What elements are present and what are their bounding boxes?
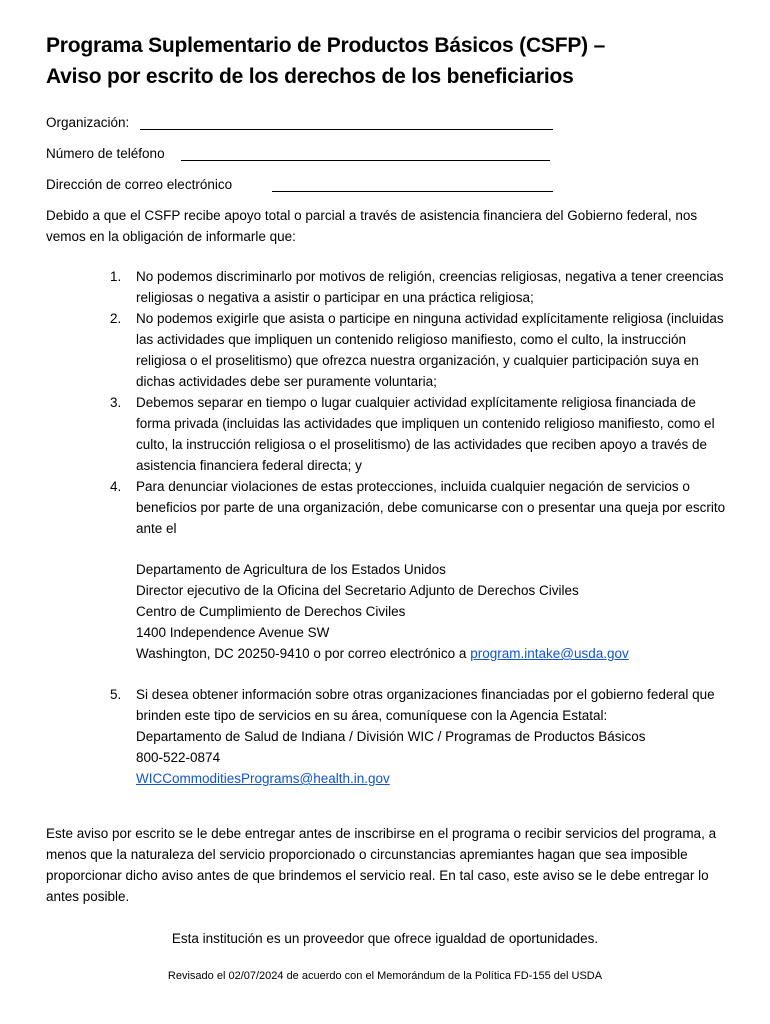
list-text: Debemos separar en tiempo o lugar cualquier actividad explícitamente religiosa financiada de forma privada (incluidas las actividades que impliquen un contenido religioso manifiesto, como el culto, la instrucción religiosa o el proselitismo) de las actividades que reciben apoyo a través de asistencia financiera federal directa; y — [136, 395, 715, 473]
list-item — [110, 476, 730, 664]
list-item — [110, 266, 730, 308]
list-number: 1. — [110, 269, 122, 284]
organization-label: Organización: — [46, 115, 130, 130]
address-line: Director ejecutivo de la Oficina del Secretario Adjunto de Derechos Civiles — [136, 583, 579, 598]
list-item — [110, 308, 730, 392]
email-label: Dirección de correo electrónico — [46, 177, 233, 192]
address-line-prefix: Washington, DC 20250-9410 o por correo electrónico a — [136, 646, 467, 661]
title-line-1: Programa Suplementario de Productos Básicos (CSFP) – — [46, 34, 606, 57]
phone-blank-line[interactable] — [181, 160, 550, 161]
list-text: Si desea obtener información sobre otras organizaciones financiadas por el gobierno federal que brinden este tipo de servicios en su área, comuníquese con la Agencia Estatal: — [136, 687, 715, 723]
list-number: 4. — [110, 479, 122, 494]
usda-address — [136, 559, 730, 664]
list-number: 3. — [110, 395, 122, 410]
state-agency-email-link[interactable]: WICCommoditiesPrograms@health.in.gov — [136, 771, 390, 786]
title-line-2: Aviso por escrito de los derechos de los beneficiarios — [46, 65, 574, 88]
organization-blank-line[interactable] — [140, 129, 553, 130]
address-line — [136, 643, 730, 664]
email-blank-line[interactable] — [272, 191, 553, 192]
address-line: 1400 Independence Avenue SW — [136, 625, 330, 640]
address-line: Centro de Cumplimiento de Derechos Civiles — [136, 604, 406, 619]
list-text: No podemos discriminarlo por motivos de religión, creencias religiosas, negativa a tener creencias religiosas o negativa a asistir o participar en una práctica religiosa; — [136, 269, 724, 305]
state-agency-name: Departamento de Salud de Indiana / División WIC / Programas de Productos Básicos — [136, 729, 646, 744]
equal-opportunity-statement: Esta institución es un proveedor que ofrece igualdad de oportunidades. — [171, 931, 599, 946]
address-line: Departamento de Agricultura de los Estados Unidos — [136, 562, 446, 577]
email-field — [46, 176, 232, 194]
list-text: Para denunciar violaciones de estas protecciones, incluida cualquier negación de servicios o beneficios por parte de una organización, debe comunicarse con o presentar una queja por escrito ante el — [136, 479, 726, 536]
list-item — [110, 684, 730, 789]
closing-paragraph: Este aviso por escrito se le debe entregar antes de inscribirse en el programa o recibir servicios del programa, a menos que la naturaleza del servicio proporcionado o circunstancias apremiantes hagan que sea imposible proporcionar dicho aviso antes de que brindemos el servicio real. En tal caso, este aviso se le debe entregar lo antes posible. — [46, 826, 717, 904]
revision-footer: Revisado el 02/07/2024 de acuerdo con el Memorándum de la Política FD-155 del USDA — [167, 970, 603, 982]
phone-field — [46, 145, 165, 163]
intro-paragraph: Debido a que el CSFP recibe apoyo total o parcial a través de asistencia financiera del Gobierno federal, nos vemos en la obligación de informarle que: — [46, 208, 698, 244]
usda-email-link[interactable]: program.intake@usda.gov — [470, 646, 629, 661]
organization-field — [46, 114, 129, 132]
list-text: No podemos exigirle que asista o participe en ninguna actividad explícitamente religiosa (incluidas las actividades que impliquen un contenido religioso manifiesto, como el culto, la instrucción religiosa o el proselitismo) que ofrezca nuestra organización, y cualquier participación suya en dichas actividades debe ser puramente voluntaria; — [136, 311, 724, 389]
list-item — [110, 392, 730, 476]
phone-label: Número de teléfono — [46, 146, 165, 161]
list-number: 2. — [110, 311, 122, 326]
page-title — [46, 30, 605, 92]
rights-list — [110, 266, 730, 789]
state-agency-phone: 800-522-0874 — [136, 750, 221, 765]
list-number: 5. — [110, 687, 122, 702]
